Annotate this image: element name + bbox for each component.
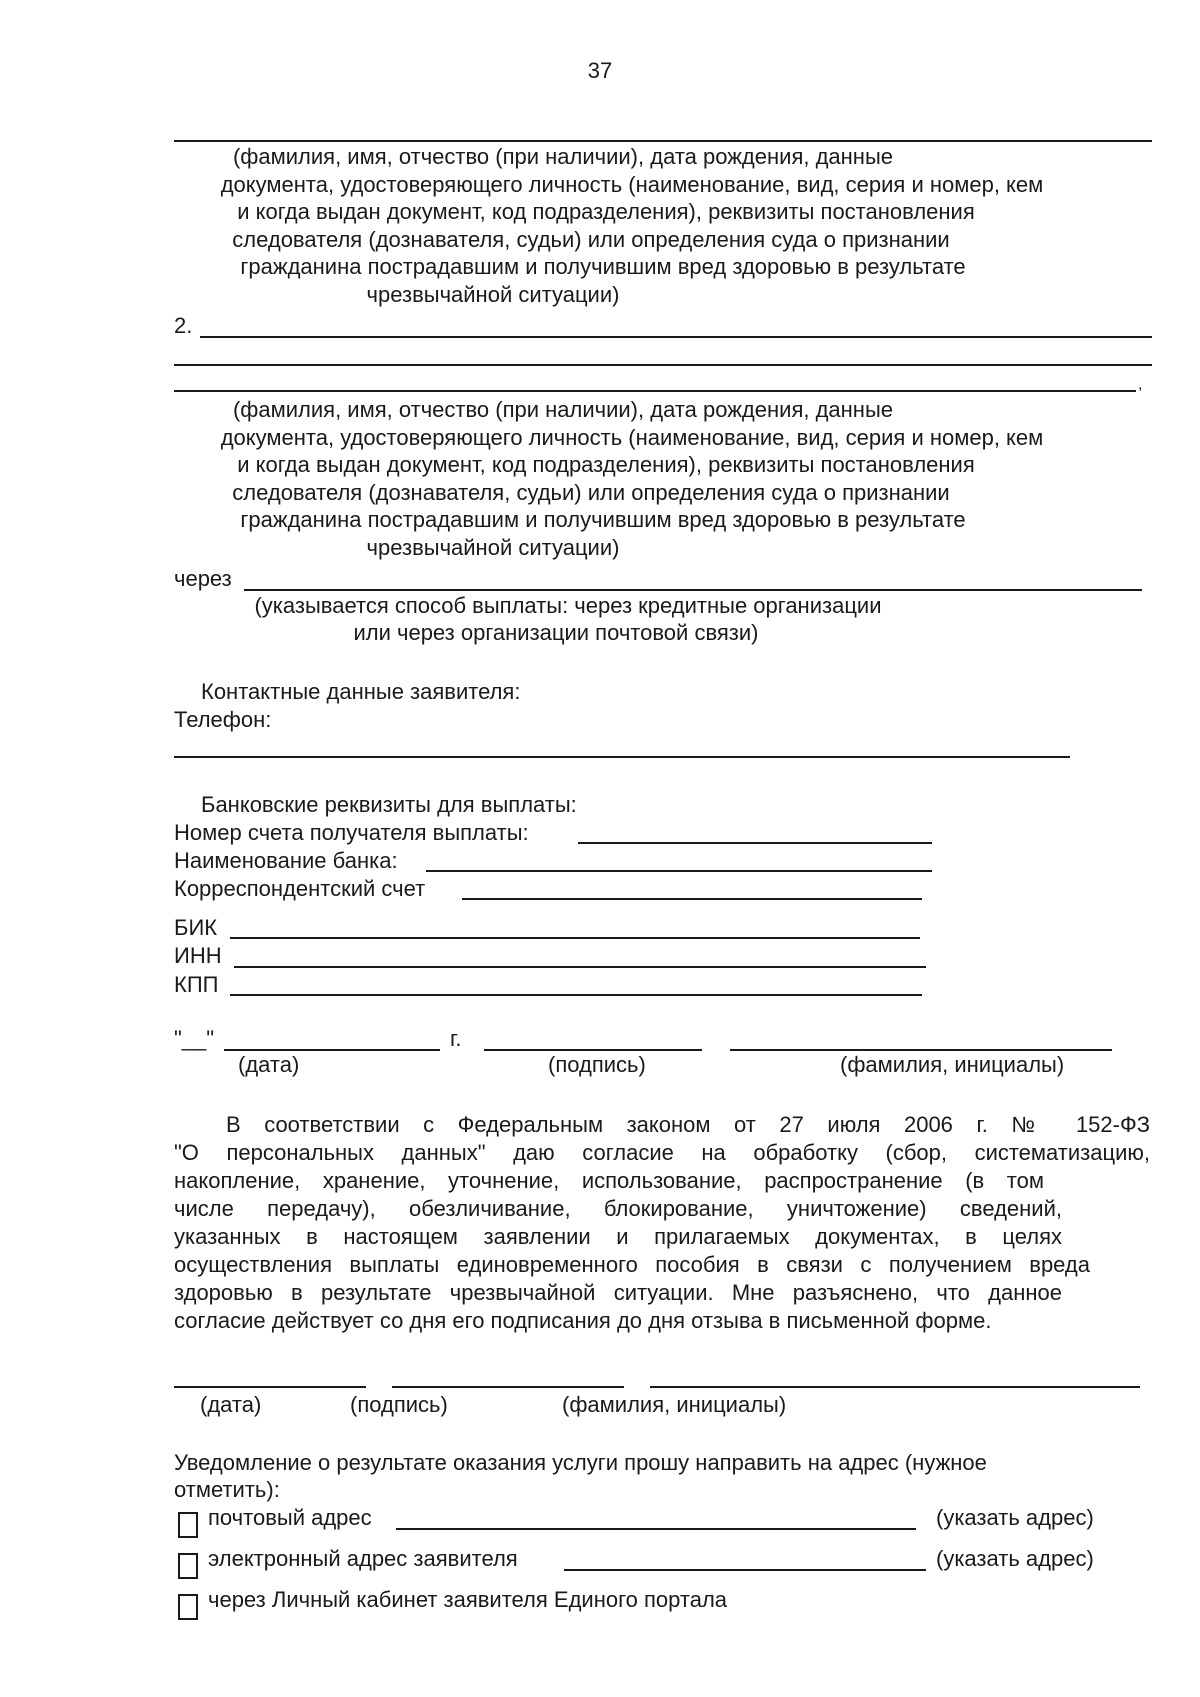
bank-name-line[interactable] [426, 870, 932, 872]
recipient2-number: 2. [174, 313, 193, 338]
consent-line-4: числе передачу), обезличивание, блокирование, уничтожение) сведений, [174, 1196, 1062, 1221]
recipient2-comma: , [1138, 376, 1143, 393]
identity-caption-1-line5: гражданина пострадавшим и получившим вред здоровью в результате [240, 254, 966, 279]
postal-address-label: почтовый адрес [208, 1505, 372, 1530]
name-line-1[interactable] [730, 1049, 1112, 1051]
name-caption-2: (фамилия, инициалы) [562, 1392, 787, 1417]
consent-paragraph [174, 1111, 1150, 1335]
postal-address-line[interactable] [396, 1528, 916, 1530]
account-line[interactable] [578, 842, 932, 844]
day-quote: "__" [174, 1026, 215, 1051]
bank-name-label: Наименование банка: [174, 848, 398, 873]
date-line-2[interactable] [174, 1386, 366, 1388]
corr-account-label: Корреспондентский счет [174, 876, 426, 901]
bik-line[interactable] [230, 937, 920, 939]
identity-caption-2-line3: и когда выдан документ, код подразделения), реквизиты постановления [237, 452, 975, 477]
contacts-heading: Контактные данные заявителя: [201, 679, 521, 704]
consent-line-3: накопление, хранение, уточнение, использование, распространение (в том [174, 1168, 1044, 1193]
consent-line-2: "О персональных данных" даю согласие на обработку (сбор, систематизацию, [174, 1140, 1150, 1165]
identity-caption-2-line2: документа, удостоверяющего личность (наименование, вид, серия и номер, кем [220, 425, 1044, 450]
account-label: Номер счета получателя выплаты: [174, 820, 529, 845]
kpp-label: КПП [174, 972, 219, 997]
email-address-checkbox[interactable] [178, 1553, 198, 1579]
payment-label: через [174, 566, 232, 591]
corr-account-line[interactable] [462, 898, 922, 900]
identity-caption-1-line4: следователя (дознавателя, судьи) или определения суда о признании [232, 227, 950, 252]
consent-line-5: указанных в настоящем заявлении и прилагаемых документах, в целях [174, 1224, 1062, 1249]
identity-caption-2-line5: гражданина пострадавшим и получившим вред здоровью в результате [240, 507, 966, 532]
identity-caption-2-line6: чрезвычайной ситуации) [366, 535, 620, 560]
identity-caption-1-line3: и когда выдан документ, код подразделения), реквизиты постановления [237, 199, 975, 224]
notification-line1: Уведомление о результате оказания услуги прошу направить на адрес (нужное [174, 1450, 987, 1475]
signature-caption-1: (подпись) [548, 1052, 646, 1077]
identity-caption-1-line6: чрезвычайной ситуации) [366, 282, 620, 307]
email-specify-hint: (указать адрес) [936, 1546, 1094, 1571]
identity-caption-1-line2: документа, удостоверяющего личность (наименование, вид, серия и номер, кем [220, 172, 1044, 197]
payment-caption-line1: (указывается способ выплаты: через кредитные организации [254, 593, 882, 618]
recipient2-line3[interactable] [174, 390, 1136, 392]
inn-label: ИНН [174, 943, 222, 968]
recipient2-line2[interactable] [174, 364, 1152, 366]
bank-heading: Банковские реквизиты для выплаты: [201, 792, 577, 817]
email-address-label: электронный адрес заявителя [208, 1546, 518, 1571]
postal-address-checkbox[interactable] [178, 1512, 198, 1538]
inn-line[interactable] [234, 966, 926, 968]
recipient1-line[interactable] [174, 140, 1152, 142]
date-line-1[interactable] [224, 1049, 440, 1051]
personal-cabinet-label: через Личный кабинет заявителя Единого портала [208, 1587, 728, 1612]
consent-line-8: согласие действует со дня его подписания до дня отзыва в письменной форме. [174, 1308, 992, 1333]
name-caption-1: (фамилия, инициалы) [840, 1052, 1065, 1077]
payment-caption-line2: или через организации почтовой связи) [353, 620, 759, 645]
consent-line-1: В соответствии с Федеральным законом от 27 июля 2006 г. № 152-ФЗ [226, 1112, 1150, 1137]
identity-caption-1-line1: (фамилия, имя, отчество (при наличии), дата рождения, данные [232, 144, 894, 169]
signature-caption-2: (подпись) [350, 1392, 448, 1417]
bik-label: БИК [174, 915, 218, 940]
email-address-line[interactable] [564, 1569, 926, 1571]
identity-caption-2-line1: (фамилия, имя, отчество (при наличии), дата рождения, данные [232, 397, 894, 422]
year-suffix: г. [450, 1026, 462, 1051]
postal-specify-hint: (указать адрес) [936, 1505, 1094, 1530]
recipient2-line1[interactable] [200, 336, 1152, 338]
notification-line2: отметить): [174, 1477, 280, 1502]
phone-line[interactable] [174, 756, 1070, 758]
date-caption-2: (дата) [200, 1392, 262, 1417]
consent-line-7: здоровью в результате чрезвычайной ситуации. Мне разъяснено, что данное [174, 1280, 1062, 1305]
payment-method-line[interactable] [244, 589, 1142, 591]
signature-line-2[interactable] [392, 1386, 624, 1388]
date-caption-1: (дата) [238, 1052, 300, 1077]
page-number: 37 [587, 58, 613, 83]
consent-line-6: осуществления выплаты единовременного пособия в связи с получением вреда [174, 1252, 1090, 1277]
phone-label: Телефон: [174, 707, 272, 732]
signature-line-1[interactable] [484, 1049, 702, 1051]
name-line-2[interactable] [650, 1386, 1140, 1388]
identity-caption-2-line4: следователя (дознавателя, судьи) или определения суда о признании [232, 480, 950, 505]
kpp-line[interactable] [230, 994, 922, 996]
personal-cabinet-checkbox[interactable] [178, 1594, 198, 1620]
